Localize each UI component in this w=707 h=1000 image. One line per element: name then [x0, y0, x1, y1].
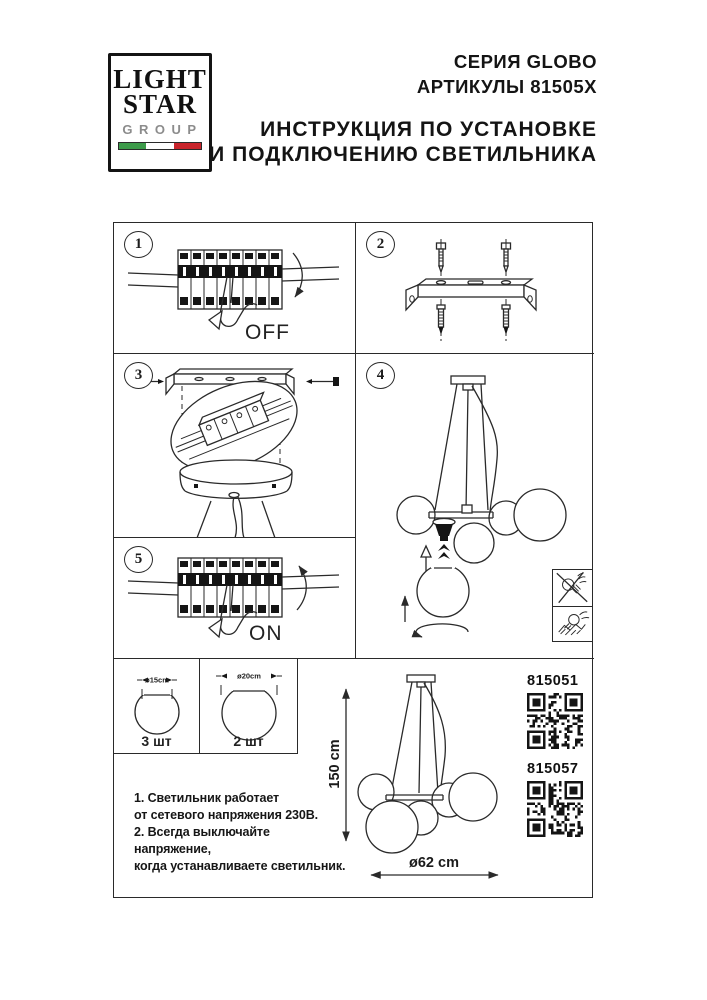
step-panel-4 [356, 354, 594, 659]
note-line-1: 1. Светильник работает [134, 791, 280, 805]
step-4-badge: 4 [366, 362, 395, 389]
main-grid [113, 222, 593, 898]
globe-large-diameter-label: ø20cm [237, 671, 261, 681]
diameter-dimension-label: ø62 cm [409, 855, 459, 871]
instruction-title-line1: ИНСТРУКЦИЯ ПО УСТАНОВКЕ [260, 118, 597, 141]
series-title: СЕРИЯ GLOBO [453, 51, 597, 72]
qr-code [527, 781, 583, 837]
instruction-title-line2: И ПОДКЛЮЧЕНИЮ СВЕТИЛЬНИКА [209, 143, 597, 166]
step-panel-1 [114, 223, 356, 354]
qr-code [527, 693, 583, 749]
product-code-block-1 [527, 673, 589, 749]
flag-green-stripe [119, 143, 146, 149]
step-1-badge: 1 [124, 231, 153, 258]
product-code-block-2 [527, 761, 589, 837]
logo-light-text: LIGHT [113, 64, 207, 94]
note-line-3: 2. Всегда выключайте напряжение, [134, 825, 270, 856]
flag-red-stripe [174, 143, 201, 149]
globe-small-qty-label: 3 шт [141, 733, 172, 749]
italian-flag-icon [118, 142, 202, 150]
product-code-label: 815051 [527, 673, 579, 689]
bulb-no-bare-hands-icon [553, 570, 591, 605]
on-label: ON [249, 622, 283, 645]
globe-size-box-small [114, 659, 200, 754]
header [209, 50, 597, 167]
articles-title: АРТИКУЛЫ 81505X [416, 76, 597, 97]
globe-large-qty-label: 2 шт [233, 733, 264, 749]
lightstar-logo [108, 53, 212, 172]
note-line-4: когда устанавливаете светильник. [134, 859, 346, 873]
bulb-use-cloth-icon [553, 607, 591, 640]
step-panel-2 [356, 223, 594, 354]
globe-small-diameter-label: ø15cm [145, 675, 169, 685]
chandelier-dimensions-diagram [321, 659, 526, 899]
installation-notes [134, 790, 349, 875]
flag-white-stripe [146, 143, 173, 149]
product-code-label: 815057 [527, 761, 579, 777]
bulb-use-cloth-warning [552, 606, 593, 642]
step-3-badge: 3 [124, 362, 153, 389]
height-dimension-label: 150 cm [327, 739, 343, 789]
step-5-badge: 5 [124, 546, 153, 573]
step-panel-5 [114, 538, 356, 659]
off-label: OFF [245, 321, 290, 344]
globe-size-box-large [200, 659, 298, 754]
bulb-no-bare-hands-warning [552, 569, 593, 607]
logo-star-text: STAR [122, 89, 198, 119]
step-2-badge: 2 [366, 231, 395, 258]
step-panel-3 [114, 354, 356, 538]
note-line-2: от сетевого напряжения 230В. [134, 808, 319, 822]
logo-group-text: GROUP [122, 122, 203, 137]
